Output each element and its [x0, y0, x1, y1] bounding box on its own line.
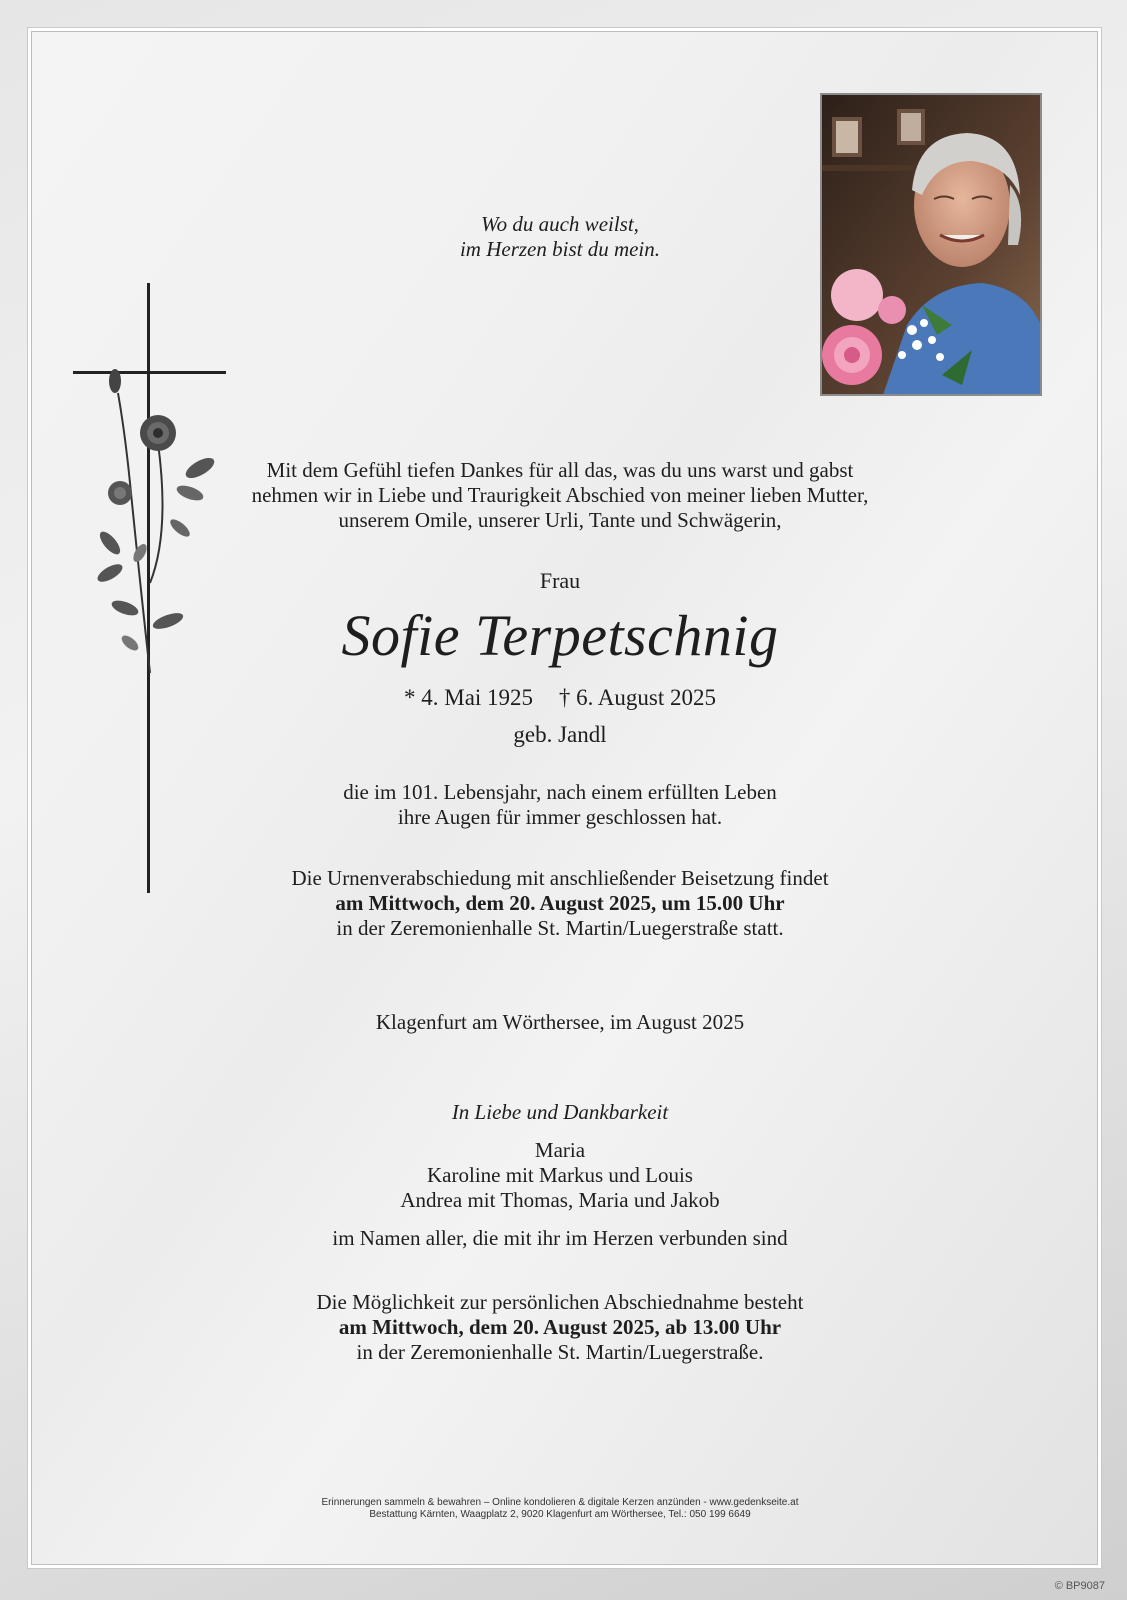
footer-line: Bestattung Kärnten, Waagplatz 2, 9020 Klagenfurt am Wörthersee, Tel.: 050 199 6649	[369, 1509, 751, 1520]
ceremony-text	[200, 866, 920, 941]
ceremony-location: in der Zeremonienhalle St. Martin/Luegerstraße statt.	[336, 916, 784, 940]
intro-line: nehmen wir in Liebe und Traurigkeit Abschied von meiner lieben Mutter,	[251, 483, 869, 507]
intro-text	[200, 458, 920, 533]
quote-line: Wo du auch weilst,	[481, 212, 639, 236]
maiden-name: geb. Jandl	[513, 722, 607, 747]
salutation: Frau	[539, 568, 581, 593]
footer	[200, 1497, 920, 1521]
farewell-location: in der Zeremonienhalle St. Martin/Luegerstraße.	[356, 1340, 764, 1364]
ceremony-line: Die Urnenverabschiedung mit anschließender Beisetzung findet	[291, 866, 829, 890]
life-line: ihre Augen für immer geschlossen hat.	[397, 805, 723, 829]
dedication: In Liebe und Dankbarkeit	[451, 1100, 669, 1124]
intro-line: Mit dem Gefühl tiefen Dankes für all das, was du uns warst und gabst	[266, 458, 854, 482]
ceremony-date: am Mittwoch, dem 20. August 2025, um 15.00 Uhr	[335, 891, 785, 915]
place-date: Klagenfurt am Wörthersee, im August 2025	[375, 1010, 745, 1034]
footer-line: Erinnerungen sammeln & bewahren – Online kondolieren & digitale Kerzen anzünden - www.gedenkseite.at	[321, 1497, 799, 1508]
life-line: die im 101. Lebensjahr, nach einem erfüllten Leben	[343, 780, 777, 804]
on-behalf-text: im Namen aller, die mit ihr im Herzen verbunden sind	[332, 1226, 788, 1250]
copyright: © BP9087	[1054, 1580, 1105, 1592]
family-member: Karoline mit Markus und Louis	[427, 1163, 693, 1187]
life-dates	[200, 684, 920, 712]
family-member: Maria	[534, 1138, 586, 1162]
farewell-line: Die Möglichkeit zur persönlichen Abschiednahme besteht	[316, 1290, 804, 1314]
farewell-date: am Mittwoch, dem 20. August 2025, ab 13.00 Uhr	[338, 1315, 782, 1339]
life-text	[200, 780, 920, 830]
birth-date: * 4. Mai 1925	[404, 685, 534, 710]
quote-line: im Herzen bist du mein.	[459, 237, 661, 261]
intro-line: unserem Omile, unserer Urli, Tante und Schwägerin,	[338, 508, 782, 532]
quote	[200, 212, 920, 262]
farewell-text	[200, 1290, 920, 1365]
deceased-name: Sofie Terpetschnig	[341, 603, 779, 668]
family-member: Andrea mit Thomas, Maria und Jakob	[400, 1188, 720, 1212]
death-date: † 6. August 2025	[558, 685, 716, 710]
family-list	[200, 1138, 920, 1213]
